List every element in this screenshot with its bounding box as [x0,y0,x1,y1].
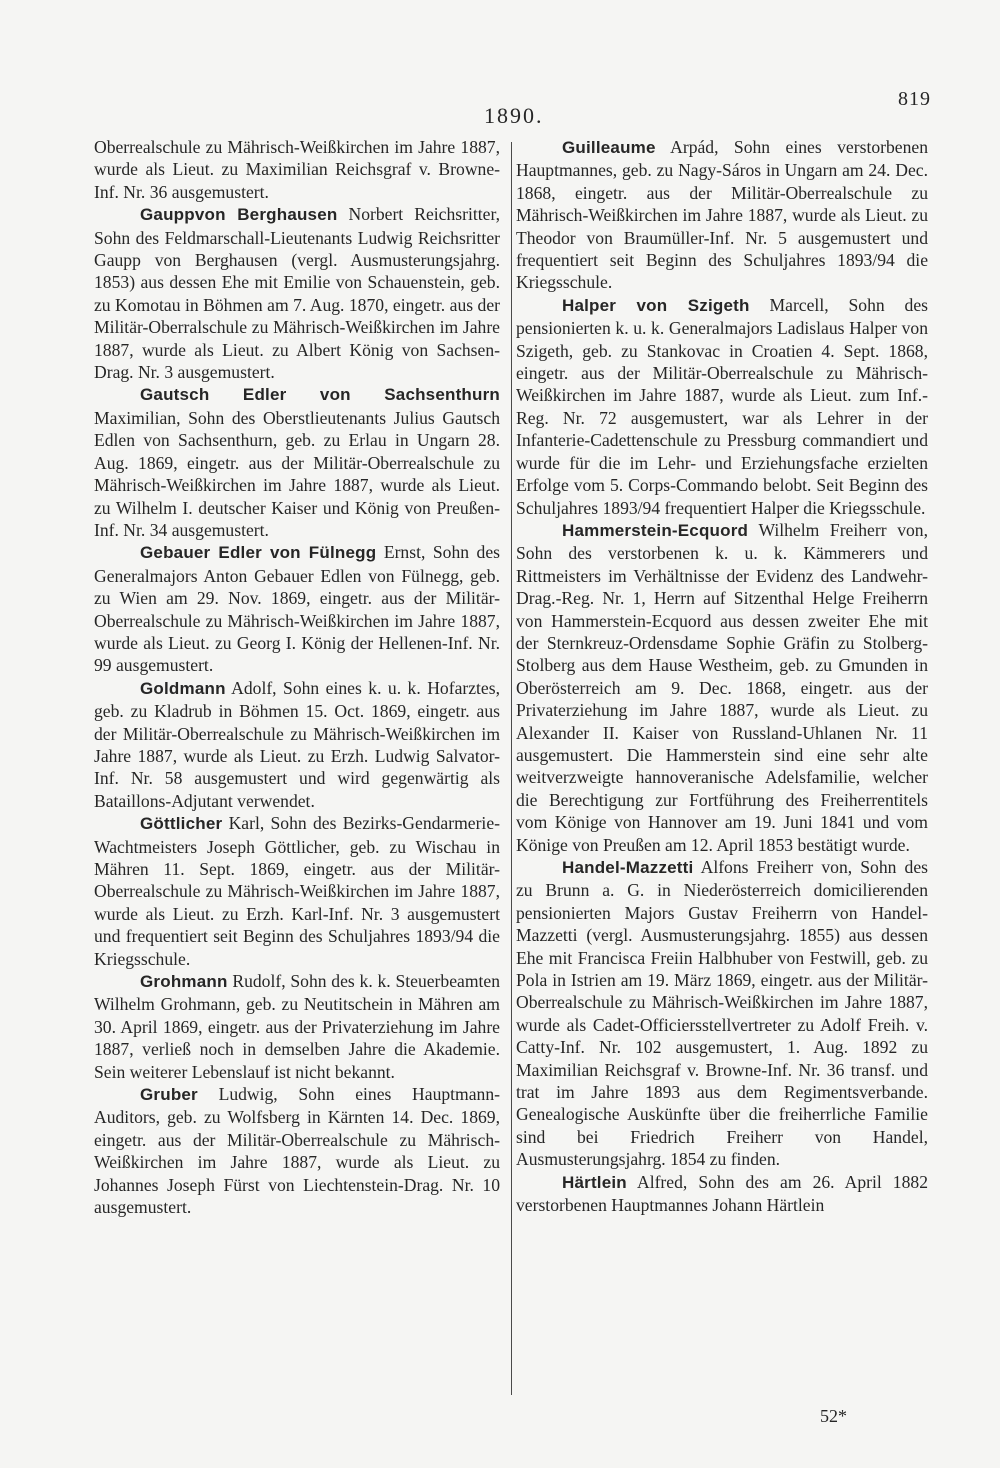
entry-goldmann [94,677,500,812]
entry-hammerstein [516,519,928,856]
entry-name: Halper von Szigeth [562,295,750,315]
entry-gaupp [94,203,500,383]
entry-gruber [94,1083,500,1218]
entry-text: Alfred, Sohn des am 26. April 1882 verstorbenen Hauptmannes Johann Härtlein [516,1171,928,1216]
entry-text: Marcell, Sohn des pensionierten k. u. k. Generalmajors Ladislaus Halper von Szigeth, geb. zu Stankovac in Croatien 4. Sept. 1868, eingetr. aus der Militär-Oberrealschule zu Mährisch-Weißkirchen im Jahre 1887, wurde als Lieut. zum Inf.-Reg. Nr. 72 ausgemustert, war als Lehrer in der Infanterie-Cadettenschule zu Pressburg commandiert und wurde für die im Lehr- und Erziehungsfache erzielten Erfolge vom 5. Corps-Commando belobt. Seit Beginn des Schuljahres 1893/94 frequentiert Halper die Kriegsschule. [516,294,929,518]
entry-text: Wilhelm Freiherr von, Sohn des verstorbenen k. u. k. Kämmerers und Rittmeisters im Verhältnisse der Evidenz des Landwehr-Drag.-Reg. Nr. 1, Herrn auf Sitzenthal Helge Freiherrn von Hammerstein-Ecquord aus dessen zweiter Ehe mit der Sternkreuz-Ordensdame Sophie Gräfin zu Stolberg-Stolberg aus dem Hause Westheim, geb. zu Gmunden in Oberösterreich am 9. Dec. 1868, eingetr. aus der Privaterziehung im Jahre 1887, wurde als Lieut. zu Alexander II. Kaiser von Russland-Uhlanen Nr. 11 ausgemustert. Die Hammerstein sind eine sehr alte weitverzweigte hannoveranische Adelsfamilie, welcher die Berechtigung zur Fortführung des Freiherrentitels vom Könige von Hannover am 19. Juni 1841 und vom Könige von Preußen am 12. April 1853 bestätigt wurde. [516,519,928,855]
entry-text: Ludwig, Sohn eines Hauptmann-Auditors, geb. zu Wolfsberg in Kärnten 14. Dec. 1869, eingetr. aus der Militär-Oberrealschule zu Mährisch-Weißkirchen im Jahre 1887, wurde als Lieut. zu Johannes Joseph Fürst von Liechtenstein-Drag. Nr. 10 ausgemustert. [94,1084,501,1218]
entry-text: Karl, Sohn des Bezirks-Gendarmerie-Wachtmeisters Joseph Göttlicher, geb. zu Wischau in Mähren 11. Sept. 1869, eingetr. aus der Militär-Oberrealschule zu Mährisch-Weißkirchen im Jahre 1887, wurde als Lieut. zu Erzh. Karl-Inf. Nr. 3 ausgemustert und frequentiert seit Beginn des Schuljahres 1893/94 die Kriegsschule. [94,813,500,969]
entry-continuation [94,136,500,203]
year-header: 1890. [484,103,544,128]
entry-text: Rudolf, Sohn des k. k. Steuerbeamten Wilhelm Grohmann, geb. zu Neutitschein in Mähren am 30. April 1869, eingetr. aus der Privaterziehung im Jahre 1887, verließ noch in demselben Jahre die Akademie. Sein weiterer Lebenslauf ist nicht bekannt. [94,971,500,1082]
entry-text: Adolf, Sohn eines k. u. k. Hofarztes, geb. zu Kladrub in Böhmen 15. Oct. 1869, eingetr. aus der Militär-Oberrealschule zu Mährisch-Weißkirchen im Jahre 1887, wurde als Lieut. zu Erzh. Ludwig Salvator-Inf. Nr. 58 ausgemustert und wird gegenwärtig als Bataillons-Adjutant verwendet. [94,677,500,811]
column-divider [511,142,512,1395]
entry-name: Hammerstein-Ecquord [562,520,749,540]
entry-name: Gruber [140,1085,198,1105]
entry-name: Göttlicher [140,814,223,834]
entry-handel-mazzetti [516,856,928,1171]
left-column [94,136,500,1219]
entry-name: Gautsch Edler von Sachsenthurn [140,385,500,405]
page-number: 819 [898,88,931,110]
entry-name: Goldmann [140,678,226,698]
entry-text: Norbert Reichsritter, Sohn des Feldmarschall-Lieutenants Ludwig Reichsritter Gaupp von Berghausen (vergl. Ausmusterungsjahrg. 1853) aus dessen Ehe mit Emilie von Schauenstein, geb. zu Komotau in Böhmen am 7. Aug. 1870, eingetr. aus der Militär-Oberralschule zu Mährisch-Weißkirchen im Jahre 1887, wurde als Lieut. zu Albert König von Sachsen-Drag. Nr. 3 ausgemustert. [94,204,500,383]
entry-gebauer [94,541,500,676]
entry-text: Oberrealschule zu Mährisch-Weißkirchen im Jahre 1887, wurde als Lieut. zu Maximilian Reichsgraf v. Browne-Inf. Nr. 36 ausgemustert. [94,137,500,202]
entry-goettlicher [94,812,500,970]
entry-guilleaume [516,136,928,294]
entry-grohmann [94,970,500,1083]
entry-name: Guilleaume [562,138,656,157]
entry-name: Handel-Mazzetti [562,858,694,877]
entry-name: Härtlein [562,1172,627,1192]
signature-mark: 52* [820,1406,847,1426]
entry-text: Arpád, Sohn eines verstorbenen Hauptmannes, geb. zu Nagy-Sáros in Ungarn am 24. Dec. 1868, eingetr. aus der Militär-Oberrealschule zu Mährisch-Weißkirchen im Jahre 1887, wurde als Lieut. zu Theodor von Braumüller-Inf. Nr. 5 ausgemustert und frequentiert seit Beginn des Schuljahres 1893/94 die Kriegsschule. [516,137,929,293]
entry-text: Maximilian, Sohn des Oberstlieutenants Julius Gautsch Edlen von Sachsenthurn, geb. zu Erlau in Ungarn 28. Aug. 1869, eingetr. aus der Militär-Oberrealschule zu Mährisch-Weißkirchen im Jahre 1887, wurde als Lieut. zu Wilhelm I. deutscher Kaiser und König von Preußen-Inf. Nr. 34 ausgemustert. [94,407,500,540]
entry-text: Ernst, Sohn des Generalmajors Anton Gebauer Edlen von Fülnegg, geb. zu Wien am 29. Nov. 1869, eingetr. aus der Militär-Oberrealschule zu Mährisch-Weißkirchen im Jahre 1887, wurde als Lieut. zu Georg I. König der Hellenen-Inf. Nr. 99 ausgemustert. [94,542,501,676]
entry-halper [516,294,928,519]
right-column [516,136,928,1217]
entry-name: Gebauer Edler von Fülnegg [140,543,377,563]
entry-name: Gauppvon Berghausen [140,205,338,225]
entry-haertlein [516,1171,928,1217]
entry-text: Alfons Freiherr von, Sohn des zu Brunn a. G. in Niederösterreich domicilierenden pensionierten Majors Gustav Freiherrn von Handel-Mazzetti (vergl. Ausmusterungsjahrg. 1855) aus dessen Ehe mit Francisca Freiin Halbhuber von Festwill, geb. zu Pola in Istrien am 19. März 1869, eingetr. aus der Militär-Oberrealschule zu Mährisch-Weißkirchen im Jahre 1887, wurde als Cadet-Officiersstellvertreter zu Adolf Freih. v. Catty-Inf. Nr. 102 ausgemustert, 1. Aug. 1892 zu Maximilian Reichsgraf v. Browne-Inf. Nr. 36 transf. und trat im Jahre 1893 aus dem Regimentsverbande. Genealogische Auskünfte über die freiherrliche Familie sind bei Friedrich Freiherr von Handel, Ausmusterungsjahrg. 1854 zu finden. [516,857,928,1170]
entry-name: Grohmann [140,972,228,992]
entry-gautsch [94,383,500,541]
